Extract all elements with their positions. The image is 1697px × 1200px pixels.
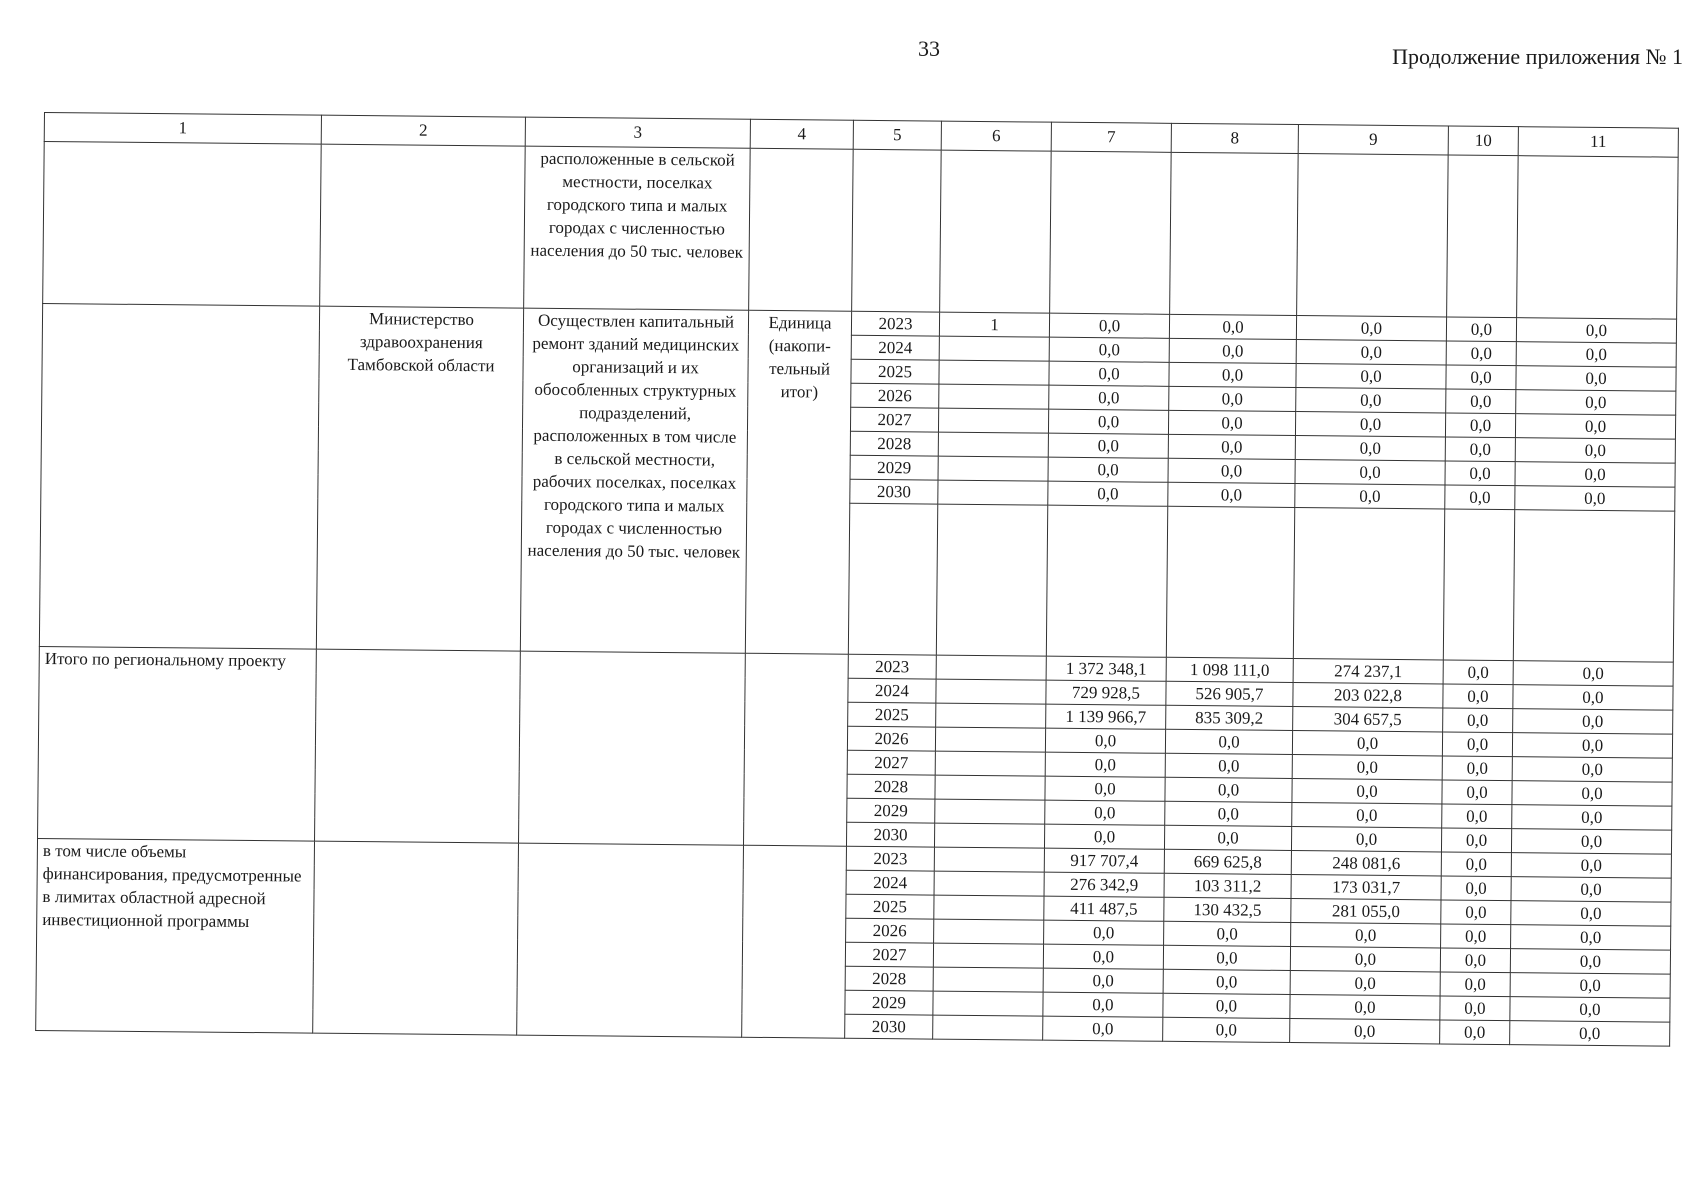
- unit-of-measure: Единица (накопи-тельный итог): [745, 310, 851, 654]
- value-cell: 0,0: [1443, 684, 1513, 709]
- table-row: [43, 142, 1678, 320]
- value-cell: 669 625,8: [1164, 849, 1291, 874]
- value-cell: 0,0: [1516, 366, 1676, 392]
- year-cell: 2030: [845, 1014, 933, 1039]
- cell-col4: [743, 653, 848, 846]
- value-cell: 0,0: [1445, 437, 1515, 462]
- responsible-executor: Министерство здравоохранения Тамбовской области: [316, 306, 523, 651]
- year-cell: 2030: [846, 822, 934, 847]
- value-cell: 0,0: [1515, 462, 1675, 488]
- cell-col2: [313, 841, 519, 1035]
- value-cell: [938, 408, 1048, 433]
- investment-program-label: в том числе объемы финансирования, предусмотренные в лимитах областной адресной инвестиционной программы: [36, 838, 315, 1033]
- value-cell: [934, 847, 1044, 872]
- value-cell: 0,0: [1511, 853, 1671, 879]
- cell-col2: [320, 144, 526, 308]
- value-cell: 0,0: [1296, 340, 1446, 365]
- value-cell: 274 237,1: [1293, 659, 1443, 684]
- year-cell: 2026: [851, 383, 939, 408]
- value-cell: 0,0: [1513, 661, 1673, 687]
- value-cell: 0,0: [1163, 993, 1290, 1018]
- value-cell: 0,0: [1512, 805, 1672, 831]
- year-cell: 2027: [850, 407, 938, 432]
- year-cell: 2029: [847, 798, 935, 823]
- cell-col11: [1517, 156, 1679, 320]
- header-cell: 9: [1298, 125, 1448, 155]
- value-cell: 0,0: [1168, 410, 1295, 435]
- cell-col2: [315, 649, 521, 843]
- value-cell: 0,0: [1443, 660, 1513, 685]
- value-cell: 0,0: [1516, 318, 1676, 344]
- year-cell: 2027: [847, 750, 935, 775]
- value-cell: 0,0: [1043, 992, 1163, 1017]
- total-label: Итого по региональному проекту: [38, 646, 317, 841]
- value-cell: 0,0: [1513, 685, 1673, 711]
- value-cell: 0,0: [1295, 412, 1445, 437]
- value-cell: 0,0: [1515, 438, 1675, 464]
- value-cell: 130 432,5: [1164, 897, 1291, 922]
- cell-col9: [1297, 154, 1449, 317]
- value-cell: 0,0: [1446, 365, 1516, 390]
- value-cell: 0,0: [1442, 756, 1512, 781]
- value-cell: 0,0: [1441, 828, 1511, 853]
- value-cell: 248 081,6: [1291, 851, 1441, 876]
- value-cell: [939, 336, 1049, 361]
- header-cell: 8: [1171, 123, 1298, 153]
- value-cell: 0,0: [1169, 362, 1296, 387]
- year-cell: 2028: [845, 966, 933, 991]
- cell-col7: [1046, 505, 1167, 657]
- value-cell: 0,0: [1445, 461, 1515, 486]
- year-cell: 2026: [847, 726, 935, 751]
- value-cell: 0,0: [1168, 482, 1295, 507]
- value-cell: 0,0: [1511, 829, 1671, 855]
- value-cell: 0,0: [1169, 314, 1296, 339]
- year-cell: 2023: [846, 846, 934, 871]
- value-cell: 0,0: [1048, 481, 1168, 506]
- value-cell: 0,0: [1045, 800, 1165, 825]
- value-cell: 0,0: [1048, 457, 1168, 482]
- value-cell: 0,0: [1516, 390, 1676, 416]
- value-cell: 0,0: [1049, 361, 1169, 386]
- value-cell: [939, 384, 1049, 409]
- value-cell: 835 309,2: [1166, 705, 1293, 730]
- year-cell: 2025: [846, 894, 934, 919]
- value-cell: 0,0: [1291, 923, 1441, 948]
- value-cell: 0,0: [1441, 900, 1511, 925]
- year-cell: 2023: [851, 311, 939, 336]
- value-cell: [935, 775, 1045, 800]
- value-cell: 0,0: [1296, 364, 1446, 389]
- value-cell: [939, 360, 1049, 385]
- value-cell: [934, 871, 1044, 896]
- value-cell: 0,0: [1165, 777, 1292, 802]
- value-cell: [936, 679, 1046, 704]
- value-cell: 1 139 966,7: [1046, 704, 1166, 729]
- header-cell: 7: [1051, 122, 1171, 152]
- result-description: Осуществлен капитальный ремонт зданий медицинских организаций и их обособленных структурных подразделений, расположенных в том числе в сельской местности, рабочих поселках, поселках городского типа и малых городах с численностью населения до 50 тыс. человек: [520, 308, 748, 653]
- year-cell: 2028: [847, 774, 935, 799]
- value-cell: [935, 799, 1045, 824]
- page-number: 33: [918, 36, 940, 61]
- value-cell: 0,0: [1440, 948, 1510, 973]
- cell-col6: [936, 504, 1047, 656]
- value-cell: 0,0: [1440, 996, 1510, 1021]
- value-cell: 0,0: [1441, 924, 1511, 949]
- value-cell: 276 342,9: [1044, 872, 1164, 897]
- value-cell: 0,0: [1043, 1016, 1163, 1041]
- year-cell: 2029: [845, 990, 933, 1015]
- value-cell: [934, 919, 1044, 944]
- value-cell: 0,0: [1442, 780, 1512, 805]
- value-cell: 0,0: [1510, 997, 1670, 1023]
- value-cell: 0,0: [1515, 414, 1675, 440]
- cell-col5: [848, 503, 937, 655]
- header-cell: 4: [750, 119, 853, 149]
- header-cell: 11: [1518, 127, 1678, 158]
- cell-col7: [1050, 151, 1172, 314]
- cell-col4: [749, 148, 854, 311]
- value-cell: [938, 480, 1048, 505]
- cell-col3-text: расположенные в сельской местности, поселках городского типа и малых городах с численностью населения до 50 тыс. человек: [524, 146, 751, 310]
- value-cell: 0,0: [1043, 968, 1163, 993]
- value-cell: 0,0: [1296, 316, 1446, 341]
- value-cell: 0,0: [1165, 729, 1292, 754]
- value-cell: 0,0: [1512, 757, 1672, 783]
- value-cell: 0,0: [1446, 317, 1516, 342]
- header-cell: 3: [525, 117, 750, 148]
- value-cell: [933, 943, 1043, 968]
- value-cell: [933, 991, 1043, 1016]
- cell-col8: [1170, 152, 1299, 315]
- value-cell: 0,0: [1292, 731, 1442, 756]
- value-cell: 281 055,0: [1291, 899, 1441, 924]
- value-cell: 0,0: [1049, 337, 1169, 362]
- value-cell: [934, 823, 1044, 848]
- value-cell: 0,0: [1292, 779, 1442, 804]
- value-cell: 0,0: [1511, 925, 1671, 951]
- value-cell: [936, 703, 1046, 728]
- value-cell: 0,0: [1512, 733, 1672, 759]
- year-cell: 2030: [850, 479, 938, 504]
- value-cell: 729 928,5: [1046, 680, 1166, 705]
- value-cell: 0,0: [1515, 486, 1675, 512]
- value-cell: 0,0: [1045, 752, 1165, 777]
- value-cell: [935, 751, 1045, 776]
- appendix-table: [35, 112, 1679, 1047]
- value-cell: 0,0: [1048, 433, 1168, 458]
- value-cell: 304 657,5: [1293, 707, 1443, 732]
- value-cell: 0,0: [1168, 434, 1295, 459]
- value-cell: 0,0: [1164, 921, 1291, 946]
- header-cell: 10: [1448, 126, 1518, 156]
- value-cell: [938, 456, 1048, 481]
- continuation-label: Продолжение приложения № 1: [1392, 44, 1683, 69]
- value-cell: 0,0: [1169, 386, 1296, 411]
- value-cell: 0,0: [1510, 1021, 1670, 1047]
- cell-col1: [43, 142, 322, 307]
- cell-col10: [1443, 509, 1514, 661]
- value-cell: 0,0: [1165, 753, 1292, 778]
- year-cell: 2024: [848, 678, 936, 703]
- value-cell: 0,0: [1441, 876, 1511, 901]
- cell-col11: [1513, 510, 1674, 663]
- year-cell: 2027: [845, 942, 933, 967]
- value-cell: [934, 895, 1044, 920]
- value-cell: 0,0: [1169, 338, 1296, 363]
- value-cell: 0,0: [1295, 484, 1445, 509]
- value-cell: 0,0: [1045, 728, 1165, 753]
- value-cell: 0,0: [1445, 413, 1515, 438]
- value-cell: 0,0: [1445, 485, 1515, 510]
- value-cell: 0,0: [1440, 972, 1510, 997]
- value-cell: 173 031,7: [1291, 875, 1441, 900]
- year-cell: 2026: [846, 918, 934, 943]
- value-cell: 0,0: [1165, 801, 1292, 826]
- value-cell: 0,0: [1292, 755, 1442, 780]
- value-cell: 0,0: [1512, 781, 1672, 807]
- year-cell: 2029: [850, 455, 938, 480]
- year-cell: 2028: [850, 431, 938, 456]
- value-cell: 0,0: [1516, 342, 1676, 368]
- value-cell: 0,0: [1292, 803, 1442, 828]
- value-cell: 0,0: [1510, 949, 1670, 975]
- value-cell: 0,0: [1442, 804, 1512, 829]
- value-cell: 917 707,4: [1044, 848, 1164, 873]
- value-cell: 0,0: [1295, 460, 1445, 485]
- cell-col6: [940, 150, 1052, 313]
- cell-col10: [1447, 155, 1519, 318]
- value-cell: 526 905,7: [1166, 681, 1293, 706]
- value-cell: 0,0: [1163, 1017, 1290, 1042]
- value-cell: 0,0: [1441, 852, 1511, 877]
- header-cell: 2: [321, 115, 525, 146]
- value-cell: 0,0: [1511, 877, 1671, 903]
- value-cell: 0,0: [1440, 1020, 1510, 1045]
- cell-col3: [519, 651, 746, 845]
- value-cell: 103 311,2: [1164, 873, 1291, 898]
- year-cell: 2023: [848, 654, 936, 679]
- cell-col1: [39, 303, 319, 649]
- cell-col4: [742, 845, 847, 1038]
- value-cell: 0,0: [1043, 944, 1163, 969]
- value-cell: 0,0: [1164, 825, 1291, 850]
- value-cell: [933, 1015, 1043, 1040]
- value-cell: 0,0: [1510, 973, 1670, 999]
- value-cell: 411 487,5: [1044, 896, 1164, 921]
- value-cell: 0,0: [1446, 389, 1516, 414]
- cell-col3: [517, 843, 744, 1037]
- value-cell: 0,0: [1296, 388, 1446, 413]
- year-cell: 2024: [846, 870, 934, 895]
- value-cell: 0,0: [1163, 969, 1290, 994]
- value-cell: 0,0: [1044, 920, 1164, 945]
- value-cell: 0,0: [1295, 436, 1445, 461]
- value-cell: 0,0: [1044, 824, 1164, 849]
- value-cell: 0,0: [1290, 971, 1440, 996]
- value-cell: 203 022,8: [1293, 683, 1443, 708]
- value-cell: 1: [939, 312, 1049, 337]
- value-cell: 0,0: [1442, 732, 1512, 757]
- year-cell: 2025: [848, 702, 936, 727]
- cell-col5: [852, 149, 942, 312]
- value-cell: 0,0: [1290, 947, 1440, 972]
- value-cell: [936, 655, 1046, 680]
- header-cell: 1: [44, 113, 321, 145]
- value-cell: 0,0: [1513, 709, 1673, 735]
- value-cell: 0,0: [1163, 945, 1290, 970]
- value-cell: 0,0: [1511, 901, 1671, 927]
- value-cell: 0,0: [1049, 385, 1169, 410]
- value-cell: 0,0: [1446, 341, 1516, 366]
- value-cell: 0,0: [1290, 1019, 1440, 1044]
- year-cell: 2024: [851, 335, 939, 360]
- value-cell: 0,0: [1290, 995, 1440, 1020]
- cell-col9: [1293, 508, 1444, 660]
- value-cell: [938, 432, 1048, 457]
- year-cell: 2025: [851, 359, 939, 384]
- value-cell: 0,0: [1168, 458, 1295, 483]
- value-cell: [933, 967, 1043, 992]
- value-cell: 0,0: [1443, 708, 1513, 733]
- value-cell: 0,0: [1291, 827, 1441, 852]
- value-cell: 0,0: [1048, 409, 1168, 434]
- cell-col8: [1166, 506, 1294, 658]
- value-cell: [935, 727, 1045, 752]
- value-cell: 1 372 348,1: [1046, 656, 1166, 681]
- value-cell: 1 098 111,0: [1166, 657, 1293, 682]
- header-cell: 6: [941, 121, 1051, 151]
- value-cell: 0,0: [1045, 776, 1165, 801]
- value-cell: 0,0: [1049, 313, 1169, 338]
- header-cell: 5: [853, 120, 941, 150]
